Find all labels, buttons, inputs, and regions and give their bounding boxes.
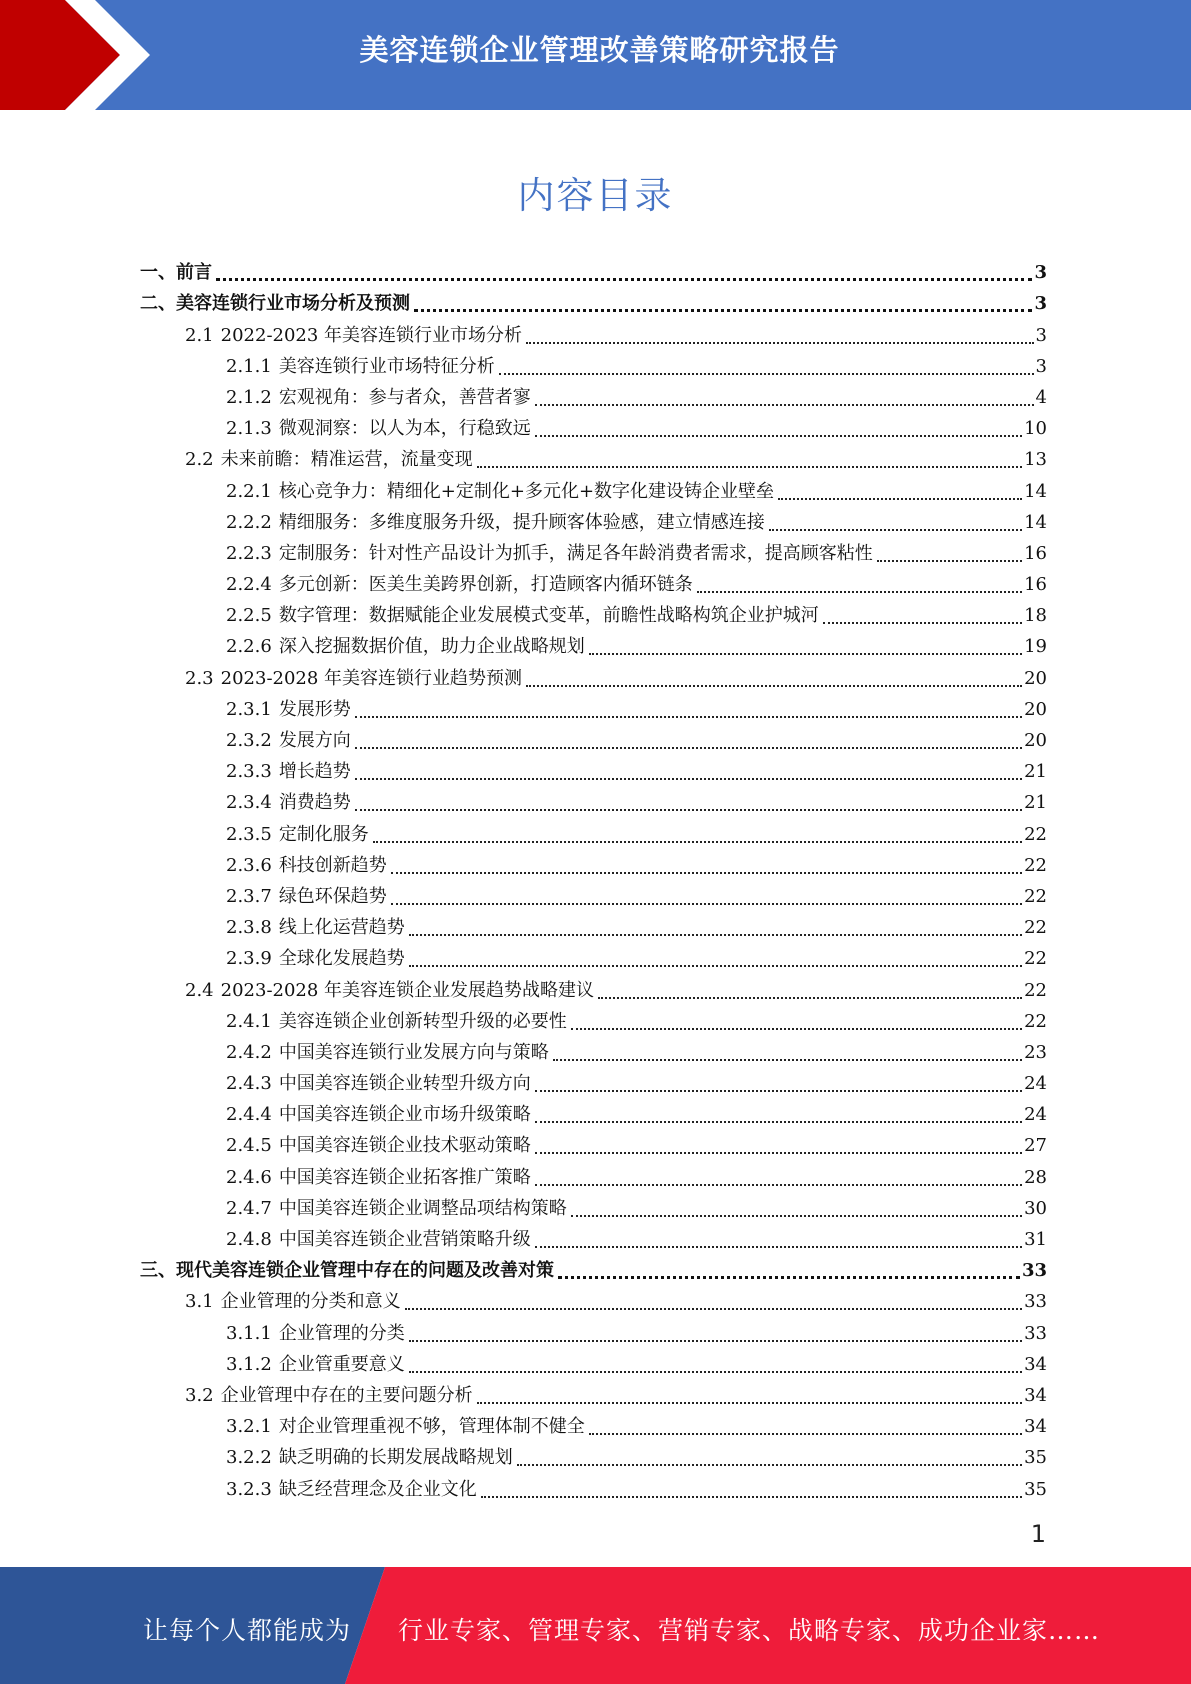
toc-entry-page: 16 — [1024, 542, 1047, 564]
toc-entry[interactable] — [140, 691, 1047, 722]
toc-entry-page: 30 — [1024, 1197, 1047, 1219]
toc-entry-number: 2.3.8 — [226, 917, 272, 939]
toc-entry-number: 2.4.8 — [226, 1229, 272, 1250]
toc-entry-text: 增长趋势 — [278, 761, 351, 783]
toc-dot-leader — [553, 1059, 1022, 1061]
toc-entry-text: 企业管重要意义 — [278, 1353, 405, 1375]
toc-entry-number: 2.3.2 — [226, 730, 272, 751]
toc-dot-leader — [535, 1184, 1022, 1186]
toc-entry-number: 3.2.2 — [226, 1447, 272, 1469]
toc-entry-text: 2023-2028 年美容连锁行业趋势预测 — [220, 667, 523, 689]
toc-entry[interactable] — [140, 1439, 1047, 1470]
toc-entry-page: 20 — [1024, 698, 1047, 720]
toc-dot-leader — [409, 965, 1022, 967]
toc-entry[interactable] — [140, 566, 1047, 597]
toc-entry-label — [226, 1103, 531, 1127]
toc-dot-leader — [589, 653, 1022, 655]
toc-entry[interactable] — [140, 472, 1047, 503]
toc-dot-leader — [216, 278, 1032, 281]
toc-entry-number: 2.2.3 — [226, 542, 272, 564]
toc-entry-page: 22 — [1024, 823, 1047, 845]
toc-entry-label — [226, 1010, 567, 1034]
toc-dot-leader — [499, 373, 1034, 375]
toc-entry-text: 中国美容连锁企业拓客推广策略 — [278, 1166, 531, 1188]
toc-entry-text: 美容连锁行业市场特征分析 — [278, 355, 495, 377]
toc-entry-text: 美容连锁企业创新转型升级的必要性 — [278, 1010, 567, 1032]
toc-entry-label — [226, 1446, 513, 1470]
toc-entry-page: 31 — [1024, 1229, 1047, 1250]
toc-entry-label — [185, 1290, 401, 1314]
toc-entry[interactable] — [140, 254, 1047, 285]
toc-entry-number: 2.3.4 — [226, 792, 272, 814]
toc-entry-label — [226, 947, 405, 971]
toc-entry-page: 3 — [1035, 355, 1047, 377]
toc-entry-page: 3 — [1034, 293, 1047, 315]
toc-entry-number: 2.2.2 — [226, 511, 272, 533]
toc-dot-leader — [697, 591, 1022, 593]
toc-entry-page: 14 — [1024, 511, 1047, 533]
toc-entry-text: 定制化服务 — [278, 823, 369, 845]
toc-entry-label — [226, 1353, 405, 1377]
toc-entry-text: 二、美容连锁行业市场分析及预测 — [140, 293, 410, 315]
table-of-contents — [140, 254, 1047, 1502]
toc-entry-page: 33 — [1021, 1260, 1047, 1282]
toc-entry[interactable] — [140, 753, 1047, 784]
toc-dot-leader — [373, 841, 1022, 843]
toc-entry-label — [140, 1259, 554, 1283]
page-number: 1 — [1030, 1520, 1046, 1548]
toc-entry[interactable] — [140, 1408, 1047, 1439]
toc-entry[interactable] — [140, 1096, 1047, 1127]
toc-entry[interactable] — [140, 1470, 1047, 1501]
toc-entry-page: 22 — [1024, 979, 1047, 1001]
toc-entry[interactable] — [140, 1127, 1047, 1158]
toc-entry-page: 22 — [1024, 917, 1047, 939]
toc-dot-leader — [409, 934, 1022, 936]
toc-entry-text: 2022-2023 年美容连锁行业市场分析 — [220, 324, 523, 346]
toc-entry-page: 34 — [1024, 1416, 1047, 1438]
toc-entry-text: 核心竞争力：精细化+定制化+多元化+数字化建设铸企业壁垒 — [278, 480, 775, 502]
toc-dot-leader — [535, 1152, 1022, 1154]
toc-entry[interactable] — [140, 1252, 1047, 1283]
toc-entry[interactable] — [140, 410, 1047, 441]
toc-dot-leader — [481, 1496, 1022, 1498]
toc-entry-label — [226, 1228, 531, 1252]
toc-entry-page: 22 — [1024, 1010, 1047, 1032]
toc-entry-page: 24 — [1024, 1104, 1047, 1126]
toc-entry-text: 数字管理：数据赋能企业发展模式变革，前瞻性战略构筑企业护城河 — [278, 605, 819, 627]
toc-dot-leader — [558, 1276, 1020, 1279]
toc-entry-page: 13 — [1024, 449, 1047, 471]
toc-entry[interactable] — [140, 316, 1047, 347]
toc-entry-number: 3.1.2 — [226, 1353, 272, 1375]
toc-entry-text: 发展方向 — [278, 730, 351, 751]
toc-entry-text: 微观洞察：以人为本，行稳致远 — [278, 418, 531, 440]
toc-entry-label — [140, 292, 410, 316]
toc-entry-page: 20 — [1024, 667, 1047, 689]
toc-entry-number: 2.2.1 — [226, 480, 272, 502]
toc-entry-text: 中国美容连锁企业技术驱动策略 — [278, 1135, 531, 1157]
toc-entry[interactable] — [140, 379, 1047, 410]
toc-entry[interactable] — [140, 628, 1047, 659]
toc-dot-leader — [535, 1090, 1022, 1092]
toc-entry-number: 3.1.1 — [226, 1322, 272, 1344]
toc-dot-leader — [355, 747, 1022, 749]
toc-entry-page: 33 — [1024, 1291, 1047, 1313]
toc-entry-number: 2.4.2 — [226, 1041, 272, 1063]
toc-entry-number: 2.2 — [185, 449, 214, 471]
toc-entry-label — [185, 1384, 473, 1408]
toc-entry-label — [226, 1041, 549, 1065]
footer-banner — [0, 1567, 1191, 1684]
footer-slogan-left: 让每个人都能成为 — [143, 1616, 352, 1645]
toc-entry-label — [226, 355, 495, 379]
toc-dot-leader — [409, 1371, 1022, 1373]
toc-entry-label — [226, 386, 531, 410]
toc-entry-number: 2.4.3 — [226, 1073, 272, 1095]
toc-entry-page: 20 — [1024, 730, 1047, 751]
toc-entry-number: 2.3.6 — [226, 854, 272, 876]
toc-dot-leader — [598, 997, 1022, 999]
toc-entry-text: 中国美容连锁企业调整品项结构策略 — [278, 1197, 567, 1219]
toc-entry-label — [226, 916, 405, 940]
toc-entry-page: 16 — [1024, 574, 1047, 596]
toc-dot-leader — [535, 435, 1022, 437]
toc-entry-number: 2.3.3 — [226, 761, 272, 783]
toc-dot-leader — [355, 809, 1022, 811]
toc-entry-number: 2.1.3 — [226, 418, 272, 440]
toc-entry-label — [185, 667, 522, 691]
toc-entry-text: 定制服务：针对性产品设计为抓手，满足各年龄消费者需求，提高顾客粘性 — [278, 542, 873, 564]
toc-entry-label — [226, 604, 819, 628]
toc-entry-text: 中国美容连锁行业发展方向与策略 — [278, 1041, 549, 1063]
toc-entry-page: 3 — [1034, 262, 1047, 284]
toc-entry-page: 21 — [1024, 761, 1047, 783]
toc-entry-page: 23 — [1024, 1041, 1047, 1063]
toc-entry[interactable] — [140, 847, 1047, 878]
toc-entry-label — [226, 1478, 477, 1502]
toc-entry-text: 中国美容连锁企业转型升级方向 — [278, 1073, 531, 1095]
toc-dot-leader — [391, 903, 1022, 905]
toc-dot-leader — [877, 560, 1022, 562]
toc-entry-label — [226, 698, 351, 722]
toc-entry-label — [226, 417, 531, 441]
toc-entry-number: 2.4.4 — [226, 1104, 272, 1126]
toc-entry-label — [226, 1134, 531, 1158]
toc-entry-number: 3.1 — [185, 1291, 214, 1313]
toc-entry[interactable] — [140, 535, 1047, 566]
toc-dot-leader — [535, 1121, 1022, 1123]
toc-entry-number: 2.3.7 — [226, 885, 272, 907]
toc-entry[interactable] — [140, 504, 1047, 535]
toc-entry-label — [226, 791, 351, 815]
toc-entry[interactable] — [140, 1377, 1047, 1408]
toc-entry-number: 2.4.7 — [226, 1197, 272, 1219]
toc-entry-page: 28 — [1024, 1166, 1047, 1188]
toc-entry-page: 33 — [1024, 1322, 1047, 1344]
toc-entry[interactable] — [140, 597, 1047, 628]
toc-entry-label — [140, 261, 212, 285]
toc-entry-number: 3.2.1 — [226, 1416, 272, 1438]
toc-entry-page: 14 — [1024, 480, 1047, 502]
toc-entry-text: 中国美容连锁企业营销策略升级 — [278, 1229, 531, 1250]
toc-dot-leader — [414, 309, 1032, 312]
toc-entry-text: 三、现代美容连锁企业管理中存在的问题及改善对策 — [140, 1260, 554, 1282]
toc-entry-page: 22 — [1024, 948, 1047, 970]
toc-entry[interactable] — [140, 441, 1047, 472]
toc-entry-text: 企业管理的分类 — [278, 1322, 405, 1344]
toc-entry-label — [226, 1197, 567, 1221]
toc-entry-label — [226, 1166, 531, 1190]
toc-entry[interactable] — [140, 815, 1047, 846]
toc-entry-label — [226, 542, 873, 566]
toc-entry-page: 27 — [1024, 1135, 1047, 1157]
toc-dot-leader — [477, 1402, 1022, 1404]
header-banner — [0, 0, 1191, 110]
toc-entry-number: 2.3.9 — [226, 948, 272, 970]
toc-entry[interactable] — [140, 1283, 1047, 1314]
toc-entry-label — [226, 1322, 405, 1346]
toc-entry-text: 一、前言 — [140, 262, 212, 284]
toc-entry-page: 3 — [1035, 324, 1047, 346]
toc-entry-number: 2.2.5 — [226, 605, 272, 627]
toc-dot-leader — [526, 685, 1022, 687]
toc-dot-leader — [477, 466, 1022, 468]
toc-dot-leader — [409, 1340, 1022, 1342]
toc-entry[interactable] — [140, 1003, 1047, 1034]
toc-dot-leader — [769, 529, 1022, 531]
toc-entry-text: 绿色环保趋势 — [278, 885, 387, 907]
toc-entry[interactable] — [140, 784, 1047, 815]
toc-entry-text: 企业管理中存在的主要问题分析 — [220, 1384, 473, 1406]
toc-dot-leader — [823, 622, 1022, 624]
toc-entry-text: 缺乏经营理念及企业文化 — [278, 1478, 477, 1500]
footer-slogan-right: 行业专家、管理专家、营销专家、战略专家、成功企业家…… — [398, 1616, 1101, 1645]
toc-entry[interactable] — [140, 722, 1047, 753]
toc-entry-label — [226, 854, 387, 878]
toc-entry[interactable] — [140, 1346, 1047, 1377]
toc-entry[interactable] — [140, 878, 1047, 909]
report-title: 美容连锁企业管理改善策略研究报告 — [359, 33, 840, 67]
toc-entry[interactable] — [140, 1034, 1047, 1065]
toc-entry-number: 3.2.3 — [226, 1478, 272, 1500]
toc-entry-text: 精细服务：多维度服务升级，提升顾客体验感，建立情感连接 — [278, 511, 765, 533]
toc-entry-page: 34 — [1024, 1384, 1047, 1406]
toc-entry-page: 34 — [1024, 1353, 1047, 1375]
toc-entry-label — [185, 324, 522, 348]
toc-entry-number: 2.1.1 — [226, 355, 272, 377]
toc-entry-page: 4 — [1035, 386, 1047, 408]
toc-entry[interactable] — [140, 285, 1047, 316]
toc-entry-page: 35 — [1024, 1478, 1047, 1500]
toc-entry-label — [185, 448, 473, 472]
toc-entry[interactable] — [140, 348, 1047, 379]
toc-entry-text: 企业管理的分类和意义 — [220, 1291, 401, 1313]
toc-entry-text: 中国美容连锁企业市场升级策略 — [278, 1104, 531, 1126]
toc-entry-label — [226, 635, 585, 659]
toc-dot-leader — [571, 1028, 1022, 1030]
toc-entry-number: 2.4.5 — [226, 1135, 272, 1157]
toc-entry-label — [226, 729, 351, 753]
toc-entry-number: 2.3.5 — [226, 823, 272, 845]
toc-dot-leader — [589, 1433, 1022, 1435]
toc-dot-leader — [526, 342, 1033, 344]
toc-entry[interactable] — [140, 1158, 1047, 1189]
toc-entry-label — [226, 480, 774, 504]
toc-entry-number: 2.2.4 — [226, 574, 272, 596]
toc-entry-page: 21 — [1024, 792, 1047, 814]
toc-entry[interactable] — [140, 1065, 1047, 1096]
toc-entry-number: 2.1.2 — [226, 386, 272, 408]
toc-entry[interactable] — [140, 940, 1047, 971]
toc-entry-label — [226, 573, 693, 597]
toc-entry-page: 22 — [1024, 885, 1047, 907]
toc-entry-text: 全球化发展趋势 — [278, 948, 405, 970]
toc-entry-label — [226, 760, 351, 784]
toc-entry-page: 18 — [1024, 605, 1047, 627]
toc-entry-label — [226, 885, 387, 909]
toc-entry-number: 3.2 — [185, 1384, 214, 1406]
toc-entry-text: 未来前瞻：精准运营，流量变现 — [220, 449, 473, 471]
toc-entry-label — [226, 511, 765, 535]
toc-entry-label — [226, 1072, 531, 1096]
toc-entry-text: 消费趋势 — [278, 792, 351, 814]
toc-dot-leader — [391, 872, 1022, 874]
toc-entry-text: 2023-2028 年美容连锁企业发展趋势战略建议 — [220, 979, 595, 1001]
toc-dot-leader — [535, 1246, 1022, 1248]
toc-entry-number: 2.4 — [185, 979, 214, 1001]
toc-entry-label — [226, 1415, 585, 1439]
toc-entry-number: 2.4.6 — [226, 1166, 272, 1188]
toc-dot-leader — [355, 778, 1022, 780]
toc-dot-leader — [571, 1215, 1022, 1217]
toc-entry-page: 24 — [1024, 1073, 1047, 1095]
toc-entry-page: 19 — [1024, 636, 1047, 658]
toc-dot-leader — [517, 1464, 1022, 1466]
toc-entry-label — [185, 979, 594, 1003]
toc-entry[interactable] — [140, 909, 1047, 940]
toc-entry-number: 2.1 — [185, 324, 214, 346]
toc-entry-number: 2.3 — [185, 667, 214, 689]
toc-entry[interactable] — [140, 1314, 1047, 1345]
toc-dot-leader — [778, 498, 1022, 500]
toc-dot-leader — [355, 716, 1022, 718]
toc-entry-label — [226, 823, 369, 847]
toc-entry-text: 科技创新趋势 — [278, 854, 387, 876]
toc-entry[interactable] — [140, 971, 1047, 1002]
toc-entry[interactable] — [140, 659, 1047, 690]
toc-entry[interactable] — [140, 1221, 1047, 1252]
toc-entry-text: 深入挖掘数据价值，助力企业战略规划 — [278, 636, 585, 658]
toc-dot-leader — [405, 1308, 1022, 1310]
toc-entry-page: 35 — [1024, 1447, 1047, 1469]
toc-entry-text: 缺乏明确的长期发展战略规划 — [278, 1447, 513, 1469]
toc-entry-page: 22 — [1024, 854, 1047, 876]
toc-entry-number: 2.2.6 — [226, 636, 272, 658]
toc-entry-page: 10 — [1024, 418, 1047, 440]
toc-entry-text: 多元创新：医美生美跨界创新，打造顾客内循环链条 — [278, 574, 693, 596]
toc-dot-leader — [535, 404, 1034, 406]
toc-entry-number: 2.4.1 — [226, 1010, 272, 1032]
toc-entry-text: 线上化运营趋势 — [278, 917, 405, 939]
toc-entry[interactable] — [140, 1190, 1047, 1221]
toc-title: 内容目录 — [517, 174, 674, 217]
toc-entry-text: 对企业管理重视不够，管理体制不健全 — [278, 1416, 585, 1438]
toc-entry-number: 2.3.1 — [226, 698, 272, 720]
toc-entry-text: 宏观视角：参与者众，善营者寥 — [278, 386, 531, 408]
toc-entry-text: 发展形势 — [278, 698, 351, 720]
